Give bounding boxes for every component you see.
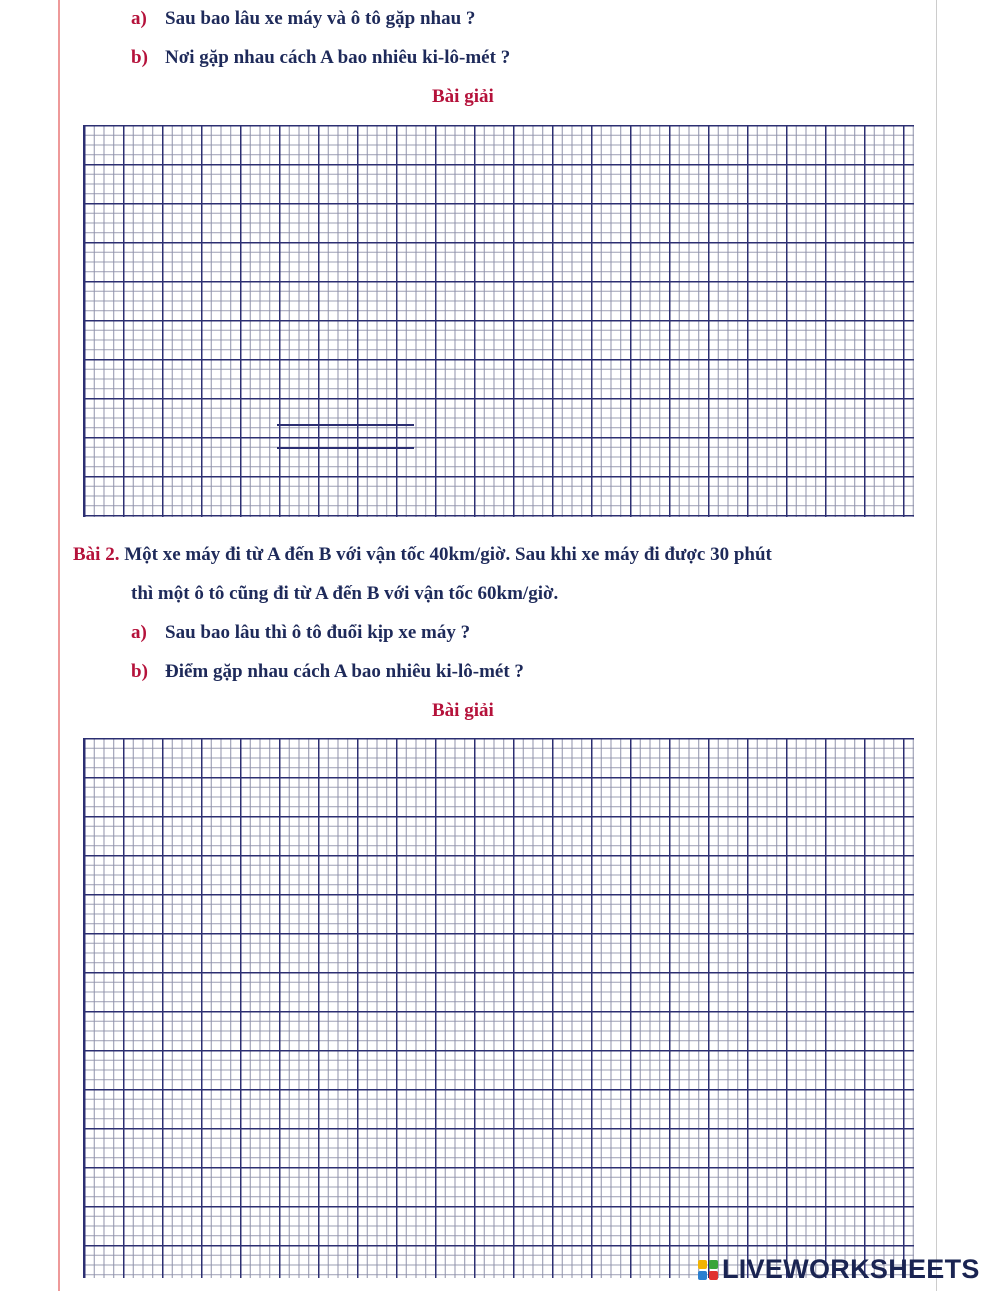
- question-letter: b): [131, 47, 148, 68]
- answer-grid-1[interactable]: [83, 125, 914, 517]
- problem-2-text-1: Một xe máy đi từ A đến B với vận tốc 40km/giờ. Sau khi xe máy đi được 30 phút: [124, 544, 772, 565]
- question-text: Điểm gặp nhau cách A bao nhiêu ki-lô-mét ?: [165, 661, 524, 682]
- problem-2-line-2: thì một ô tô cũng đi từ A đến B với vận tốc 60km/giờ.: [131, 583, 559, 604]
- question-1b: [131, 47, 510, 69]
- page-margin-line: [58, 0, 60, 1291]
- problem-2-label: Bài 2.: [73, 544, 120, 565]
- solution-heading-2: Bài giải: [432, 700, 494, 721]
- question-letter: a): [131, 8, 147, 29]
- question-text: Sau bao lâu thì ô tô đuổi kịp xe máy ?: [165, 622, 471, 643]
- question-2a: [131, 622, 470, 644]
- grid-mark-line: [277, 424, 414, 426]
- answer-grid-2[interactable]: [83, 738, 914, 1278]
- question-text: Sau bao lâu xe máy và ô tô gặp nhau ?: [165, 8, 476, 29]
- problem-2-line-1: [73, 544, 772, 566]
- liveworksheets-logo: [698, 1254, 980, 1285]
- liveworksheets-wordmark: LIVEWORKSHEETS: [722, 1254, 980, 1284]
- question-1a: [131, 8, 475, 30]
- question-text: Nơi gặp nhau cách A bao nhiêu ki-lô-mét ?: [165, 47, 511, 68]
- grid-mark-line: [277, 447, 414, 449]
- page-right-edge: [936, 0, 937, 1291]
- question-2b: [131, 661, 524, 683]
- question-letter: b): [131, 661, 148, 682]
- question-letter: a): [131, 622, 147, 643]
- liveworksheets-mark-icon: [698, 1260, 718, 1280]
- solution-heading-1: Bài giải: [432, 86, 494, 107]
